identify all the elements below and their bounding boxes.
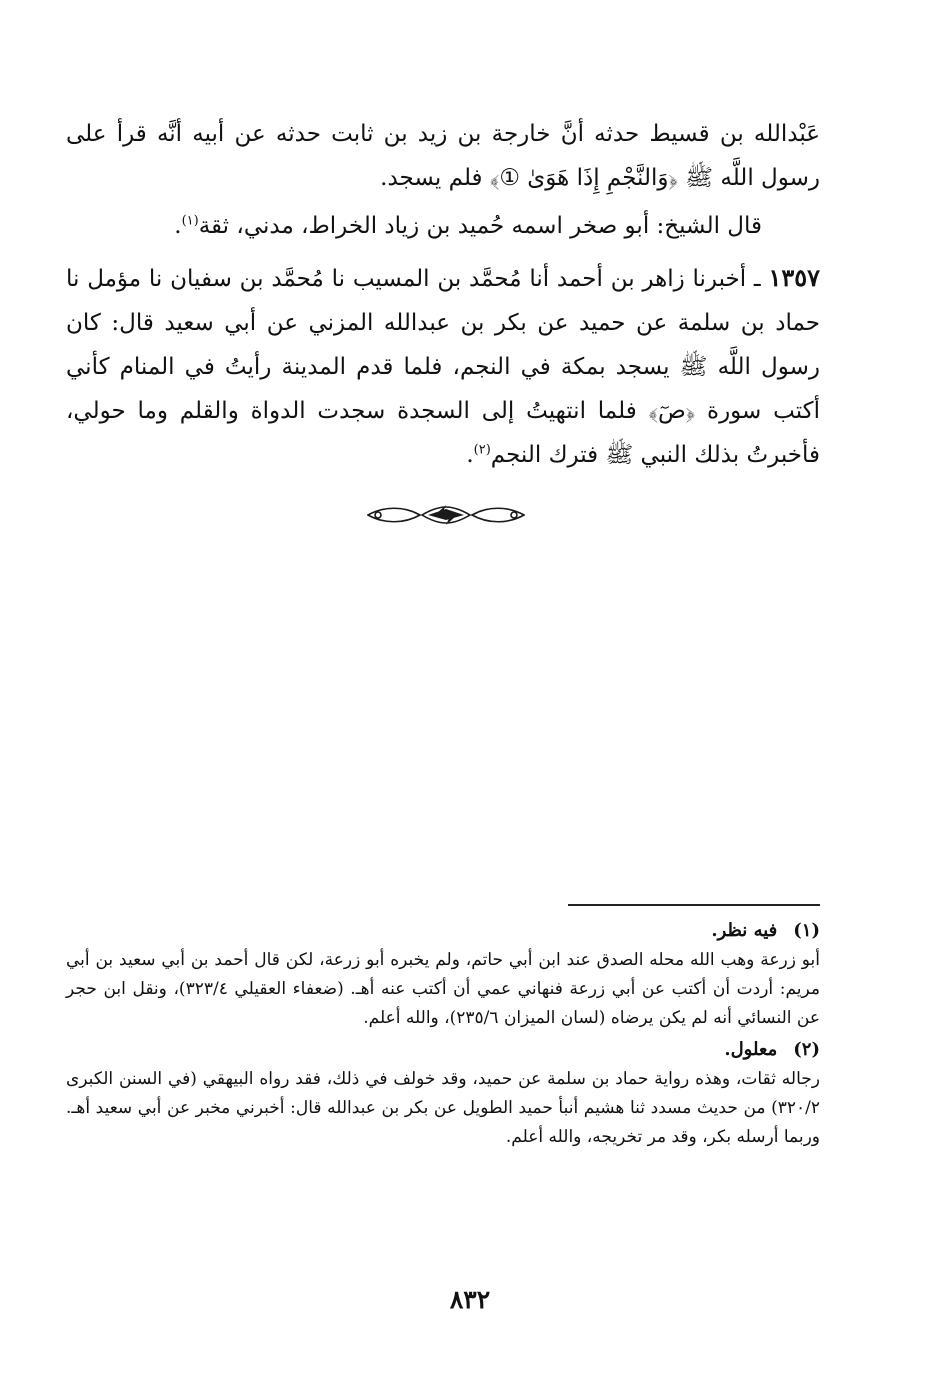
sheikh-comment-period: . [174, 213, 182, 239]
page-number: ٨٣٢ [449, 1285, 491, 1314]
hadith-period: . [466, 442, 474, 468]
footnote-ref-2: (٢) [473, 442, 491, 458]
footnote-separator [568, 904, 820, 906]
footnote-1-marker: (١) [793, 920, 820, 941]
sheikh-comment-text: قال الشيخ: أبو صخر اسمه حُميد بن زياد الخراط، مدني، ثقة [198, 213, 762, 239]
main-text [66, 112, 820, 477]
paragraph-sheikh-comment [66, 204, 820, 248]
hadith-text: ـ أخبرنا زاهر بن أحمد أنا مُحمَّد بن المسيب نا مُحمَّد بن سفيان نا مؤمل نا حماد بن سلمة عن حميد عن بكر بن عبدالله المزني عن أبي سعيد قال: كان رسول اللَّه ﷺ يسجد بمكة في النجم، فلما قدم المدينة رأيتُ في المنام كأني أكتب سورة ﴿صٓ﴾ فلما انتهيتُ إلى السجدة سجدت الدواة والقلم وما حولي، فأخبرتُ بذلك النبي ﷺ فترك النجم [66, 266, 820, 468]
footnote-1-title: فيه نظر. [711, 920, 778, 941]
footnote-1-heading [66, 916, 820, 946]
footnote-2-marker: (٢) [793, 1039, 820, 1060]
footnote-1-body: أبو زرعة وهب الله محله الصدق عند ابن أبي حاتم، ولم يخبره أبو زرعة، لكن قال أحمد بن أبي سعيد بن أبي مريم: أردت أن أكتب عن أبي زرعة فنهاني عمي أن أكتب عنه أهـ. (ضعفاء العقيلي ٣٢٣/٤)، ونقل ابن حجر عن النسائي أنه لم يكن يرضاه (لسان الميزان ٢٣٥/٦)، والله أعلم. [66, 950, 820, 1028]
paragraph-hadith-1357 [66, 256, 820, 477]
footnote-ref-1: (١) [181, 213, 199, 229]
hadith-number: ١٣٥٧ [768, 263, 820, 292]
paragraph-hadith-continuation: عَبْدالله بن قسيط حدثه أنَّ خارجة بن زيد بن ثابت حدثه عن أبيه أنَّه قرأ على رسول اللَّه ﷺ ﴿وَالنَّجْمِ إِذَا هَوَىٰ ①﴾ فلم يسجد. [66, 121, 820, 191]
footnote-2-title: معلول. [724, 1039, 778, 1060]
footnotes [66, 916, 820, 1154]
footnote-2-body: رجاله ثقات، وهذه رواية حماد بن سلمة عن حميد، وقد خولف في ذلك، فقد رواه البيهقي (في السنن الكبرى ٣٢٠/٢) من حديث مسدد ثنا هشيم أنبأ حميد الطويل عن بكر بن عبدالله قال: أخبرني مخبر عن أبي سعيد أهـ. وربما أرسله بكر، وقد مر تخريجه، والله أعلم. [66, 1069, 820, 1147]
ornament-divider-icon [362, 495, 530, 535]
footnote-2-heading [66, 1035, 820, 1065]
